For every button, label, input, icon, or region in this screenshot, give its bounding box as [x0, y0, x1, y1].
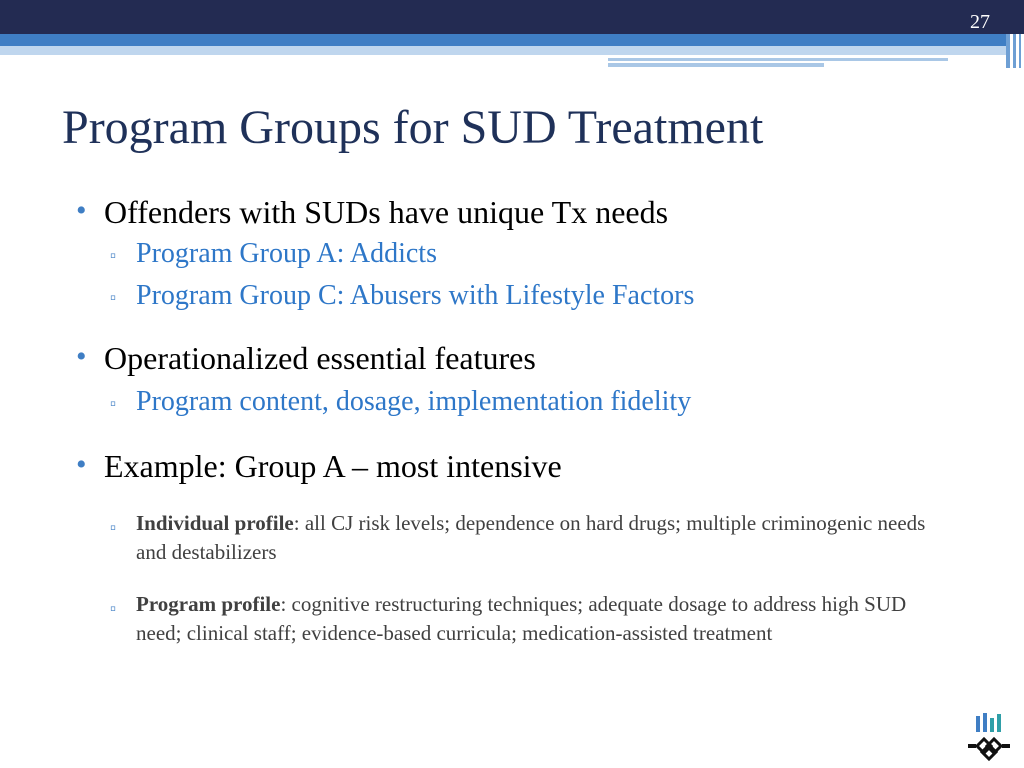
bullet-text: Example: Group A – most intensive — [104, 448, 562, 484]
detail-text: : all CJ risk levels; dependence on hard drugs; multiple criminogenic needs and destabilizers — [136, 511, 926, 564]
bullet-item — [76, 340, 536, 377]
detail-item — [110, 590, 936, 648]
organization-logo-icon — [966, 712, 1012, 762]
bullet-item — [76, 448, 562, 485]
detail-label: Individual profile — [136, 511, 294, 535]
header-band-blue — [0, 34, 1006, 46]
header-band-dark — [0, 0, 1024, 34]
sub-bullet-text: Program Group A: Addicts — [136, 238, 437, 269]
detail-item — [110, 509, 936, 567]
square-bullet-icon: ▫ — [110, 518, 117, 537]
round-bullet-icon: • — [76, 448, 87, 481]
square-bullet-icon: ▫ — [110, 288, 117, 307]
slide-title: Program Groups for SUD Treatment — [62, 101, 764, 154]
square-bullet-icon: ▫ — [110, 246, 117, 265]
round-bullet-icon: • — [76, 340, 87, 373]
decorative-stripe — [1006, 34, 1010, 68]
detail-text: : cognitive restructuring techniques; adequate dosage to address high SUD need; clinical staff; evidence-based curricula; medication-assisted treatment — [136, 592, 907, 645]
round-bullet-icon: • — [76, 194, 87, 227]
sub-bullet-item — [110, 238, 437, 270]
sub-bullet-text: Program content, dosage, implementation fidelity — [136, 386, 692, 417]
square-bullet-icon: ▫ — [110, 599, 117, 618]
sub-bullet-item — [110, 386, 692, 418]
detail-label: Program profile — [136, 592, 281, 616]
bullet-item — [76, 194, 669, 231]
header-band-light — [0, 46, 1006, 55]
bullet-text: Offenders with SUDs have unique Tx needs — [104, 194, 669, 230]
bullet-text: Operationalized essential features — [104, 340, 536, 376]
square-bullet-icon: ▫ — [110, 394, 117, 413]
slide-number: 27 — [970, 11, 990, 33]
decorative-stripe — [608, 58, 948, 61]
sub-bullet-item — [110, 280, 695, 312]
decorative-stripe — [608, 63, 824, 67]
sub-bullet-text: Program Group C: Abusers with Lifestyle Factors — [136, 280, 695, 311]
decorative-stripe — [1013, 34, 1016, 68]
decorative-stripe — [1019, 34, 1021, 68]
